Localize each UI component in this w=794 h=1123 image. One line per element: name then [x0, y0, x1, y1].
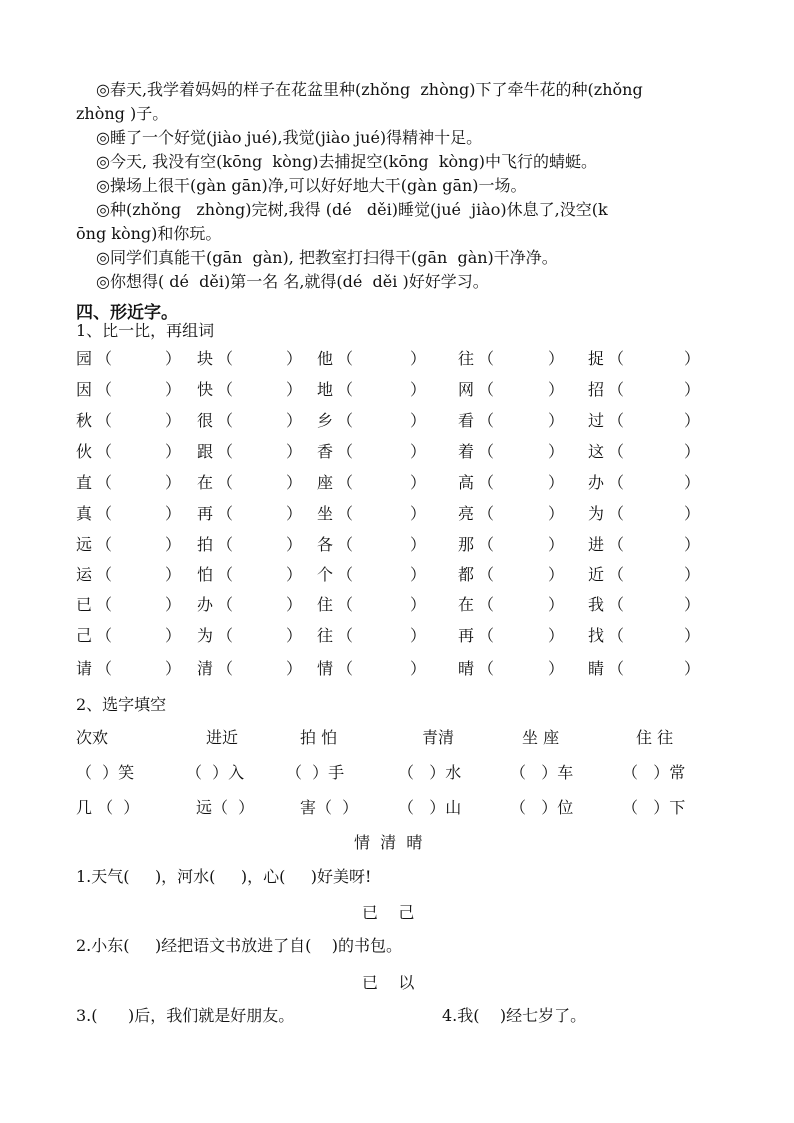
sentence-line: ◎今天, 我没有空(kōng kòng)去捕捉空(kōng kòng)中飞行的蜻蜓。	[96, 152, 597, 171]
fill-blank-item[interactable]: （ ）水	[398, 763, 462, 782]
compare-character: 秋	[76, 411, 93, 430]
compare-character: 办	[197, 595, 214, 614]
answer-paren-close: ）	[548, 411, 565, 430]
answer-paren-close: ）	[286, 565, 303, 584]
answer-paren-close: ）	[684, 473, 701, 492]
answer-paren-close: ）	[286, 626, 303, 645]
answer-paren-close: ）	[410, 349, 427, 368]
compare-character: 找	[588, 626, 605, 645]
answer-paren-open[interactable]: （	[608, 411, 625, 430]
compare-character: 乡	[317, 411, 334, 430]
compare-character: 近	[588, 565, 605, 584]
choice-group: 次欢	[76, 728, 109, 747]
compare-character: 亮	[458, 504, 475, 523]
answer-paren-open[interactable]: （	[478, 535, 495, 554]
fill-blank-item[interactable]: （ ）手	[286, 763, 345, 782]
answer-paren-open[interactable]: （	[217, 349, 234, 368]
sentence-line: ◎睡了一个好觉(jiào jué),我觉(jiào jué)得精神十足。	[96, 128, 483, 147]
sentence-1: 1.天气( )，河水( )，心( )好美呀!	[76, 867, 372, 886]
answer-paren-open[interactable]: （	[217, 626, 234, 645]
compare-character: 着	[458, 442, 475, 461]
compare-character: 因	[76, 380, 93, 399]
sentence-3: 3.( )后，我们就是好朋友。	[76, 1006, 295, 1025]
compare-character: 个	[317, 565, 334, 584]
answer-paren-close: ）	[548, 349, 565, 368]
options-yi-ji: 已 己	[362, 903, 415, 922]
fill-blank-item[interactable]: （ ）车	[510, 763, 574, 782]
compare-character: 坐	[317, 504, 334, 523]
compare-character: 在	[197, 473, 214, 492]
answer-paren-close: ）	[165, 442, 182, 461]
answer-paren-close: ）	[684, 595, 701, 614]
answer-paren-close: ）	[410, 626, 427, 645]
compare-character: 再	[458, 626, 475, 645]
compare-character: 网	[458, 380, 475, 399]
answer-paren-close: ）	[410, 595, 427, 614]
answer-paren-close: ）	[410, 504, 427, 523]
answer-paren-open[interactable]: （	[96, 349, 113, 368]
fill-blank-item[interactable]: （ ）山	[398, 798, 462, 817]
answer-paren-open[interactable]: （	[608, 380, 625, 399]
compare-character: 捉	[588, 349, 605, 368]
answer-paren-open[interactable]: （	[96, 565, 113, 584]
compare-character: 园	[76, 349, 93, 368]
answer-paren-open[interactable]: （	[478, 595, 495, 614]
answer-paren-close: ）	[684, 535, 701, 554]
compare-character: 往	[317, 626, 334, 645]
compare-character: 座	[317, 473, 334, 492]
compare-character: 伙	[76, 442, 93, 461]
choice-group: 拍 怕	[300, 728, 338, 747]
answer-paren-open[interactable]: （	[217, 535, 234, 554]
compare-character: 情	[317, 659, 334, 678]
answer-paren-open[interactable]: （	[337, 595, 354, 614]
sentence-line: ◎你想得( dé děi)第一名 名,就得(dé děi )好好学习。	[96, 272, 489, 291]
answer-paren-close: ）	[286, 504, 303, 523]
compare-character: 我	[588, 595, 605, 614]
compare-character: 怕	[197, 565, 214, 584]
answer-paren-open[interactable]: （	[478, 411, 495, 430]
answer-paren-close: ）	[410, 411, 427, 430]
compare-character: 晴	[458, 659, 475, 678]
options-qing: 情 清 晴	[354, 833, 423, 852]
compare-character: 高	[458, 473, 475, 492]
sentence-line: ◎种(zhǒng zhòng)完树,我得 (dé děi)睡觉(jué jiào)休息了,没空(k	[96, 200, 608, 219]
answer-paren-close: ）	[165, 626, 182, 645]
fill-subtitle: 2、选字填空	[76, 695, 167, 714]
compare-character: 睛	[588, 659, 605, 678]
choice-group: 青清	[422, 728, 455, 747]
answer-paren-open[interactable]: （	[337, 442, 354, 461]
answer-paren-close: ）	[165, 659, 182, 678]
sentence-2: 2.小东( )经把语文书放进了自( )的书包。	[76, 936, 403, 955]
answer-paren-open[interactable]: （	[337, 659, 354, 678]
answer-paren-open[interactable]: （	[337, 565, 354, 584]
sentence-4: 4.我( )经七岁了。	[442, 1006, 587, 1025]
answer-paren-close: ）	[165, 565, 182, 584]
answer-paren-close: ）	[165, 595, 182, 614]
answer-paren-open[interactable]: （	[478, 442, 495, 461]
answer-paren-open[interactable]: （	[478, 473, 495, 492]
answer-paren-open[interactable]: （	[608, 659, 625, 678]
sentence-line: ōng kòng)和你玩。	[76, 224, 222, 243]
compare-character: 跟	[197, 442, 214, 461]
answer-paren-open[interactable]: （	[478, 349, 495, 368]
compare-character: 很	[197, 411, 214, 430]
compare-subtitle: 1、比一比，再组词	[76, 321, 215, 340]
compare-character: 住	[317, 595, 334, 614]
answer-paren-close: ）	[548, 535, 565, 554]
answer-paren-close: ）	[286, 380, 303, 399]
answer-paren-close: ）	[286, 349, 303, 368]
compare-character: 快	[197, 380, 214, 399]
answer-paren-open[interactable]: （	[217, 595, 234, 614]
answer-paren-close: ）	[286, 659, 303, 678]
answer-paren-close: ）	[548, 473, 565, 492]
answer-paren-open[interactable]: （	[608, 442, 625, 461]
compare-character: 再	[197, 504, 214, 523]
answer-paren-open[interactable]: （	[217, 504, 234, 523]
answer-paren-open[interactable]: （	[608, 473, 625, 492]
answer-paren-close: ）	[165, 473, 182, 492]
answer-paren-close: ）	[684, 380, 701, 399]
answer-paren-close: ）	[286, 473, 303, 492]
answer-paren-open[interactable]: （	[608, 626, 625, 645]
fill-blank-item[interactable]: 几 （ ）	[76, 798, 140, 817]
compare-character: 各	[317, 535, 334, 554]
answer-paren-close: ）	[286, 442, 303, 461]
compare-character: 在	[458, 595, 475, 614]
options-yi-yi: 已 以	[362, 973, 415, 992]
compare-character: 已	[76, 595, 93, 614]
compare-character: 为	[588, 504, 605, 523]
compare-character: 地	[317, 380, 334, 399]
sentence-line: ◎同学们真能干(gān gàn), 把教室打扫得干(gān gàn)干净净。	[96, 248, 558, 267]
answer-paren-close: ）	[410, 380, 427, 399]
fill-blank-item[interactable]: （ ）下	[622, 798, 686, 817]
compare-character: 他	[317, 349, 334, 368]
choice-group: 住 往	[636, 728, 674, 747]
answer-paren-close: ）	[165, 535, 182, 554]
answer-paren-close: ）	[410, 473, 427, 492]
answer-paren-open[interactable]: （	[337, 473, 354, 492]
answer-paren-open[interactable]: （	[478, 659, 495, 678]
answer-paren-close: ）	[165, 411, 182, 430]
answer-paren-open[interactable]: （	[96, 595, 113, 614]
answer-paren-close: ）	[165, 349, 182, 368]
answer-paren-close: ）	[548, 565, 565, 584]
answer-paren-close: ）	[684, 504, 701, 523]
compare-character: 那	[458, 535, 475, 554]
answer-paren-open[interactable]: （	[337, 380, 354, 399]
compare-character: 真	[76, 504, 93, 523]
compare-character: 这	[588, 442, 605, 461]
answer-paren-open[interactable]: （	[608, 535, 625, 554]
compare-character: 清	[197, 659, 214, 678]
answer-paren-open[interactable]: （	[608, 504, 625, 523]
compare-character: 拍	[197, 535, 214, 554]
compare-character: 远	[76, 535, 93, 554]
answer-paren-open[interactable]: （	[337, 411, 354, 430]
answer-paren-close: ）	[684, 442, 701, 461]
choice-group: 坐 座	[522, 728, 560, 747]
compare-character: 都	[458, 565, 475, 584]
answer-paren-close: ）	[548, 595, 565, 614]
answer-paren-open[interactable]: （	[217, 442, 234, 461]
answer-paren-close: ）	[410, 442, 427, 461]
answer-paren-close: ）	[286, 535, 303, 554]
sentence-line: ◎操场上很干(gàn gān)净,可以好好地大干(gàn gān)一场。	[96, 176, 527, 195]
answer-paren-open[interactable]: （	[96, 411, 113, 430]
answer-paren-open[interactable]: （	[478, 504, 495, 523]
compare-character: 招	[588, 380, 605, 399]
answer-paren-close: ）	[548, 626, 565, 645]
compare-character: 往	[458, 349, 475, 368]
compare-character: 运	[76, 565, 93, 584]
answer-paren-open[interactable]: （	[608, 565, 625, 584]
answer-paren-open[interactable]: （	[337, 504, 354, 523]
compare-character: 己	[76, 626, 93, 645]
answer-paren-open[interactable]: （	[337, 535, 354, 554]
fill-blank-item[interactable]: 远（ ）	[196, 798, 255, 817]
answer-paren-close: ）	[548, 659, 565, 678]
answer-paren-close: ）	[684, 659, 701, 678]
answer-paren-close: ）	[548, 442, 565, 461]
answer-paren-open[interactable]: （	[478, 626, 495, 645]
compare-character: 办	[588, 473, 605, 492]
answer-paren-open[interactable]: （	[96, 473, 113, 492]
answer-paren-close: ）	[286, 595, 303, 614]
answer-paren-open[interactable]: （	[96, 504, 113, 523]
answer-paren-close: ）	[165, 504, 182, 523]
compare-character: 直	[76, 473, 93, 492]
answer-paren-close: ）	[410, 659, 427, 678]
answer-paren-open[interactable]: （	[337, 626, 354, 645]
answer-paren-open[interactable]: （	[337, 349, 354, 368]
answer-paren-open[interactable]: （	[96, 626, 113, 645]
choice-group: 进近	[206, 728, 239, 747]
answer-paren-close: ）	[684, 565, 701, 584]
answer-paren-open[interactable]: （	[478, 380, 495, 399]
answer-paren-open[interactable]: （	[217, 411, 234, 430]
answer-paren-close: ）	[684, 349, 701, 368]
answer-paren-close: ）	[684, 411, 701, 430]
answer-paren-close: ）	[548, 380, 565, 399]
compare-character: 看	[458, 411, 475, 430]
answer-paren-open[interactable]: （	[217, 380, 234, 399]
fill-blank-item[interactable]: （ ）常	[622, 763, 686, 782]
sentence-line: zhòng )子。	[76, 104, 169, 123]
answer-paren-close: ）	[165, 380, 182, 399]
fill-blank-item[interactable]: 害（ ）	[300, 798, 359, 817]
answer-paren-open[interactable]: （	[96, 535, 113, 554]
fill-blank-item[interactable]: （ ）笑	[76, 763, 135, 782]
answer-paren-open[interactable]: （	[478, 565, 495, 584]
answer-paren-close: ）	[410, 535, 427, 554]
answer-paren-open[interactable]: （	[217, 659, 234, 678]
answer-paren-open[interactable]: （	[96, 442, 113, 461]
compare-character: 块	[197, 349, 214, 368]
answer-paren-open[interactable]: （	[96, 380, 113, 399]
answer-paren-close: ）	[548, 504, 565, 523]
compare-character: 香	[317, 442, 334, 461]
compare-character: 为	[197, 626, 214, 645]
answer-paren-open[interactable]: （	[217, 473, 234, 492]
answer-paren-open[interactable]: （	[217, 565, 234, 584]
compare-character: 过	[588, 411, 605, 430]
compare-character: 请	[76, 659, 93, 678]
answer-paren-open[interactable]: （	[608, 595, 625, 614]
fill-blank-item[interactable]: （ ）位	[510, 798, 574, 817]
answer-paren-close: ）	[684, 626, 701, 645]
sentence-line: ◎春天,我学着妈妈的样子在花盆里种(zhǒng zhòng)下了牵牛花的种(zhǒng	[96, 80, 643, 99]
answer-paren-open[interactable]: （	[96, 659, 113, 678]
compare-character: 进	[588, 535, 605, 554]
answer-paren-close: ）	[286, 411, 303, 430]
answer-paren-close: ）	[410, 565, 427, 584]
fill-blank-item[interactable]: （ ）入	[186, 763, 245, 782]
section-4-title: 四、形近字。	[76, 303, 178, 323]
answer-paren-open[interactable]: （	[608, 349, 625, 368]
